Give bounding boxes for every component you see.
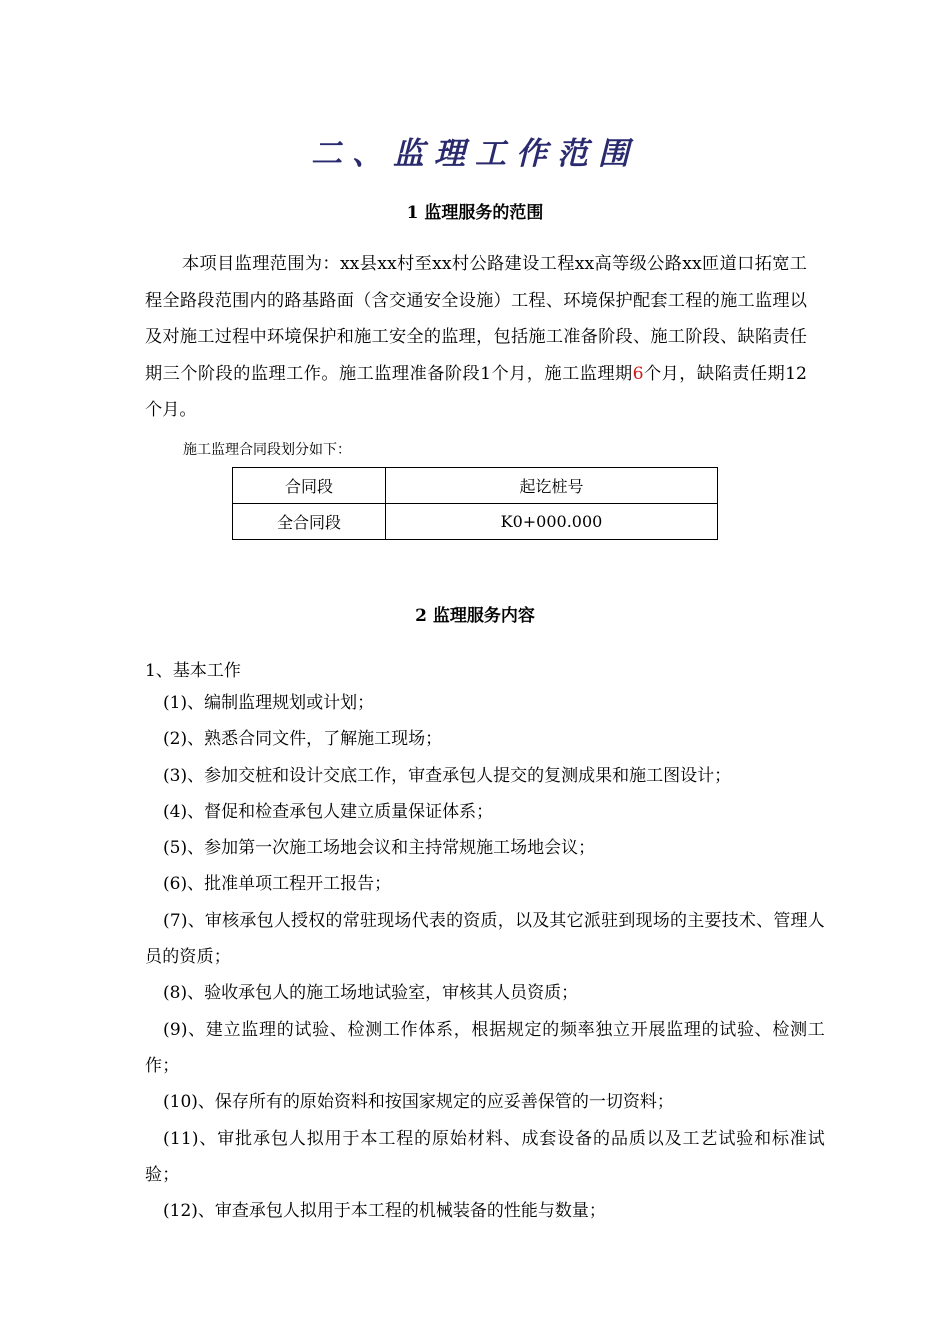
table-header-cell: 起讫桩号 [386, 468, 718, 504]
list-item: (5)、参加第一次施工场地会议和主持常规施工场地会议； [163, 838, 596, 859]
scope-text-part-2: 个月，缺陷责任期12个月。 [145, 363, 807, 420]
list-item: (4)、督促和检查承包人建立质量保证体系； [163, 801, 494, 822]
section-2-heading: 2 监理服务内容 [415, 606, 535, 626]
list-item: (11)、审批承包人拟用于本工程的原始材料、成套设备的品质以及工艺试验和标准试验； [145, 1128, 825, 1185]
scope-paragraph [145, 246, 807, 429]
table-header-row [233, 468, 718, 504]
table-cell: K0+000.000 [386, 504, 718, 540]
list-item: (8)、验收承包人的施工场地试验室，审核其人员资质； [163, 983, 579, 1004]
page-title: 二、监理工作范围 [311, 136, 639, 172]
list-item: (9)、建立监理的试验、检测工作体系，根据规定的频率独立开展监理的试验、检测工作； [145, 1019, 825, 1076]
list-item: (3)、参加交桩和设计交底工作，审查承包人提交的复测成果和施工图设计； [163, 765, 732, 786]
work-item-list [145, 685, 825, 1229]
section-1-heading: 1 监理服务的范围 [406, 203, 544, 223]
basic-work-subheading: 1、基本工作 [145, 661, 241, 681]
list-item: (10)、保存所有的原始资料和按国家规定的应妥善保管的一切资料； [163, 1092, 674, 1113]
table-cell: 全合同段 [233, 504, 386, 540]
list-item: (6)、批准单项工程开工报告； [163, 874, 392, 895]
table-row [233, 504, 718, 540]
scope-text-part-1: 本项目监理范围为：xx县xx村至xx村公路建设工程xx高等级公路xx匝道口拓宽工程全路段范围内的路基路面（含交通安全设施）工程、环境保护配套工程的施工监理以及对施工过程中环境保护和施工安全的监理，包括施工准备阶段、施工阶段、缺陷责任期三个阶段的监理工作。施工监理准备阶段1个月，施工监理期 [145, 254, 807, 384]
supervision-months-highlight: 6 [632, 363, 644, 384]
list-item: (1)、编制监理规划或计划； [163, 693, 375, 713]
list-item: (2)、熟悉合同文件，了解施工现场； [163, 729, 443, 750]
contract-section-table [232, 467, 718, 540]
contract-division-note: 施工监理合同段划分如下： [183, 442, 351, 458]
table-header-cell: 合同段 [233, 468, 386, 504]
list-item: (7)、审核承包人授权的常驻现场代表的资质，以及其它派驻到现场的主要技术、管理人员的资质； [145, 910, 825, 968]
list-item: (12)、审查承包人拟用于本工程的机械装备的性能与数量； [163, 1201, 606, 1222]
